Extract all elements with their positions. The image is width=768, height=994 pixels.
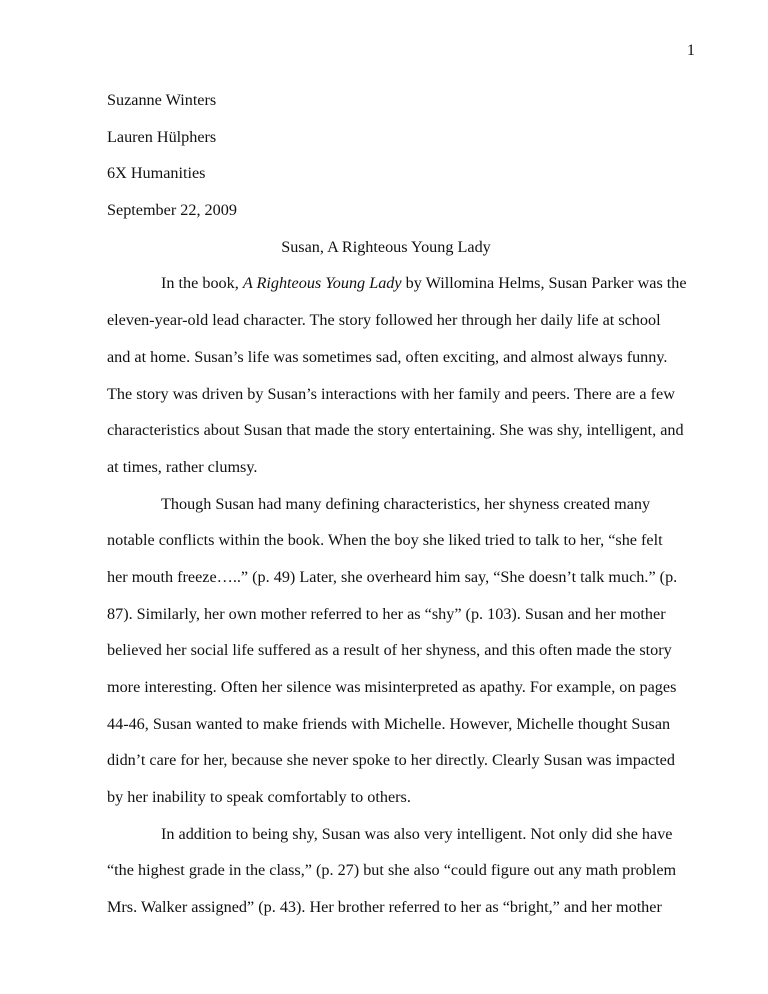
paragraph-2-line-2: notable conflicts within the book. When the boy she liked tried to talk to her, “she felt: [107, 531, 663, 550]
paragraph-1-line-4: The story was driven by Susan’s interactions with her family and peers. There are a few: [107, 384, 675, 403]
teacher-name: Lauren Hülphers: [107, 127, 217, 146]
paragraph-2-line-8: didn’t care for her, because she never spoke to her directly. Clearly Susan was impacted: [107, 751, 675, 770]
paragraph-1-intro-end: by Willomina Helms, Susan Parker was the: [401, 274, 687, 293]
book-title: A Righteous Young Lady: [242, 274, 402, 293]
student-name: Suzanne Winters: [107, 91, 217, 109]
paragraph-2-line-4: 87). Similarly, her own mother referred to her as “shy” (p. 103). Susan and her mother: [107, 604, 666, 623]
paragraph-1-line-1: [107, 265, 687, 302]
paragraph-2-line-9: by her inability to speak comfortably to others.: [107, 788, 411, 807]
paragraph-1-line-5: characteristics about Susan that made the story entertaining. She was shy, intelligent, and: [107, 421, 684, 440]
paragraph-3-line-2: “the highest grade in the class,” (p. 27) but she also “could figure out any math problem: [107, 861, 677, 880]
page-number: 1: [686, 41, 695, 59]
paragraph-1-line-3: and at home. Susan’s life was sometimes sad, often exciting, and almost always funny.: [107, 347, 668, 366]
paragraph-1-line-2: eleven-year-old lead character. The story followed her through her daily life at school: [107, 311, 661, 330]
paragraph-3-line-1: In addition to being shy, Susan was also very intelligent. Not only did she have: [161, 824, 673, 843]
paragraph-2-line-5: believed her social life suffered as a result of her shyness, and this often made the story: [107, 641, 672, 660]
paragraph-2-line-3: her mouth freeze…..” (p. 49) Later, she overheard him say, “She doesn’t talk much.” (p.: [107, 567, 678, 586]
essay-body: [107, 82, 687, 926]
paragraph-2-line-7: 44-46, Susan wanted to make friends with Michelle. However, Michelle thought Susan: [107, 714, 671, 733]
essay-title: Susan, A Righteous Young Lady: [281, 237, 491, 256]
paragraph-2-line-6: more interesting. Often her silence was misinterpreted as apathy. For example, on pages: [107, 678, 677, 696]
paragraph-3-line-3: Mrs. Walker assigned” (p. 43). Her brother referred to her as “bright,” and her mother: [107, 898, 662, 917]
course-name: 6X Humanities: [107, 164, 206, 183]
essay-date: September 22, 2009: [107, 201, 237, 220]
paragraph-2-line-1: Though Susan had many defining characteristics, her shyness created many: [161, 494, 651, 513]
paragraph-1-line-6: at times, rather clumsy.: [107, 457, 258, 476]
paragraph-1-intro: In the book,: [161, 274, 243, 293]
